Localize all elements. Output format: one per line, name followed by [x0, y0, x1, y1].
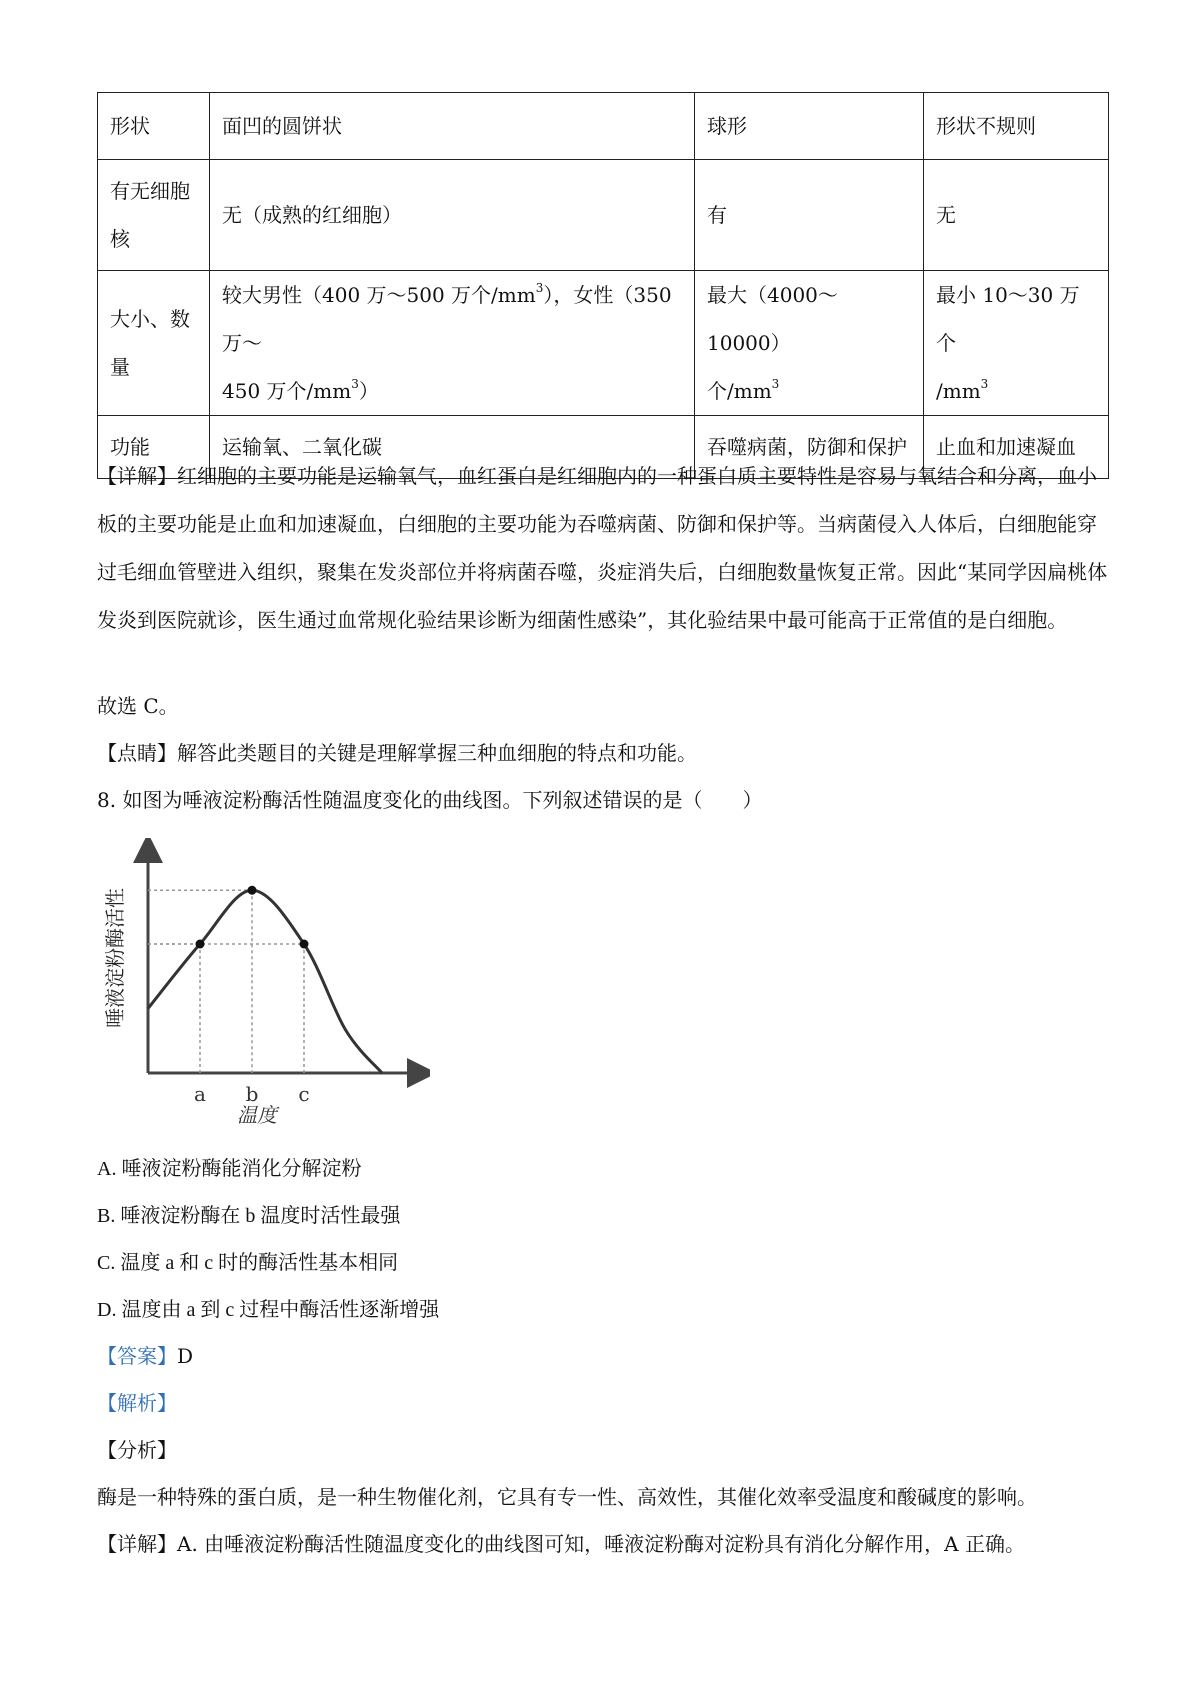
analysis-heading: 【分析】 — [97, 1438, 177, 1462]
answer-line — [97, 1340, 193, 1369]
answer-tag: 【答案】 — [97, 1344, 177, 1368]
blood-cell-table — [97, 92, 1109, 479]
white-cell-size: 最大（4000～10000） 个$/mm^3$ — [695, 271, 924, 416]
detail-line: 【详解】A. 由唾液淀粉酶活性随温度变化的曲线图可知，唾液淀粉酶对淀粉具有消化分解作用，A 正确。 — [97, 1532, 1025, 1556]
analysis-tag: 【解析】 — [97, 1391, 177, 1415]
x-axis-label: 温度 — [237, 1103, 277, 1127]
platelet-shape: 形状不规则 — [924, 93, 1109, 160]
row-label: 形状 — [98, 93, 210, 160]
x-tick-label-b: b — [245, 1082, 259, 1106]
platelet-function: 止血和加速凝血 — [924, 416, 1109, 479]
table-row — [98, 271, 1109, 416]
white-cell-function: 吞噬病菌，防御和保护 — [695, 416, 924, 479]
row-label: 大小、数量 — [98, 271, 210, 416]
point-b — [248, 886, 257, 895]
table-row — [98, 93, 1109, 160]
point-c — [300, 940, 309, 949]
choice-line: 故选 C。 — [97, 694, 179, 718]
option-d: D. 温度由 a 到 c 过程中酶活性逐渐增强 — [97, 1299, 440, 1321]
red-cell-shape: 面凹的圆饼状 — [210, 93, 695, 160]
detail-paragraph: 【详解】红细胞的主要功能是运输氧气，血红蛋白是红细胞内的一种蛋白质主要特性是容易与氧结合和分离，血小板的主要功能是止血和加速凝血，白细胞的主要功能为吞噬病菌、防御和保护等。当病菌侵入人体后，白细胞能穿过毛细血管壁进入组织，聚集在发炎部位并将病菌吞噬，炎症消失后，白细胞数量恢复正常。因此“某同学因扁桃体发炎到医院就诊，医生通过血常规化验结果诊断为细菌性感染”，其化验结果中最可能高于正常值的是白细胞。 — [97, 464, 1108, 632]
comment-line: 【点睛】解答此类题目的关键是理解掌握三种血细胞的特点和功能。 — [97, 741, 697, 765]
y-axis-label: 唾液淀粉酶活性 — [103, 888, 127, 1028]
option-a: A. 唾液淀粉酶能消化分解淀粉 — [97, 1158, 362, 1180]
point-a — [196, 940, 205, 949]
enzyme-activity-chart — [100, 838, 430, 1128]
white-cell-shape: 球形 — [695, 93, 924, 160]
red-cell-nucleus: 无（成熟的红细胞） — [210, 160, 695, 271]
guide-lines — [148, 890, 304, 1073]
red-cell-size: 较大男性（400 万～500 万个$/mm^3$），女性（350 万～ 450 万个$/mm^3$） — [210, 271, 695, 416]
question-stem: 8. 如图为唾液淀粉酶活性随温度变化的曲线图。下列叙述错误的是（ ） — [97, 788, 763, 812]
platelet-size: 最小 10～30 万个 $/mm^3$ — [924, 271, 1109, 416]
row-label: 功能 — [98, 416, 210, 479]
answer-value: D — [177, 1344, 194, 1368]
row-label: 有无细胞核 — [98, 160, 210, 271]
platelet-nucleus: 无 — [924, 160, 1109, 271]
white-cell-nucleus: 有 — [695, 160, 924, 271]
option-c: C. 温度 a 和 c 时的酶活性基本相同 — [97, 1252, 399, 1274]
x-tick-label-a: a — [194, 1082, 206, 1106]
option-b: B. 唾液淀粉酶在 b 温度时活性最强 — [97, 1205, 401, 1227]
table-row — [98, 160, 1109, 271]
activity-curve — [148, 890, 382, 1073]
x-tick-label-c: c — [298, 1082, 310, 1106]
analysis-text: 酶是一种特殊的蛋白质，是一种生物催化剂，它具有专一性、高效性，其催化效率受温度和酸碱度的影响。 — [97, 1485, 1037, 1509]
red-cell-function: 运输氧、二氧化碳 — [210, 416, 695, 479]
